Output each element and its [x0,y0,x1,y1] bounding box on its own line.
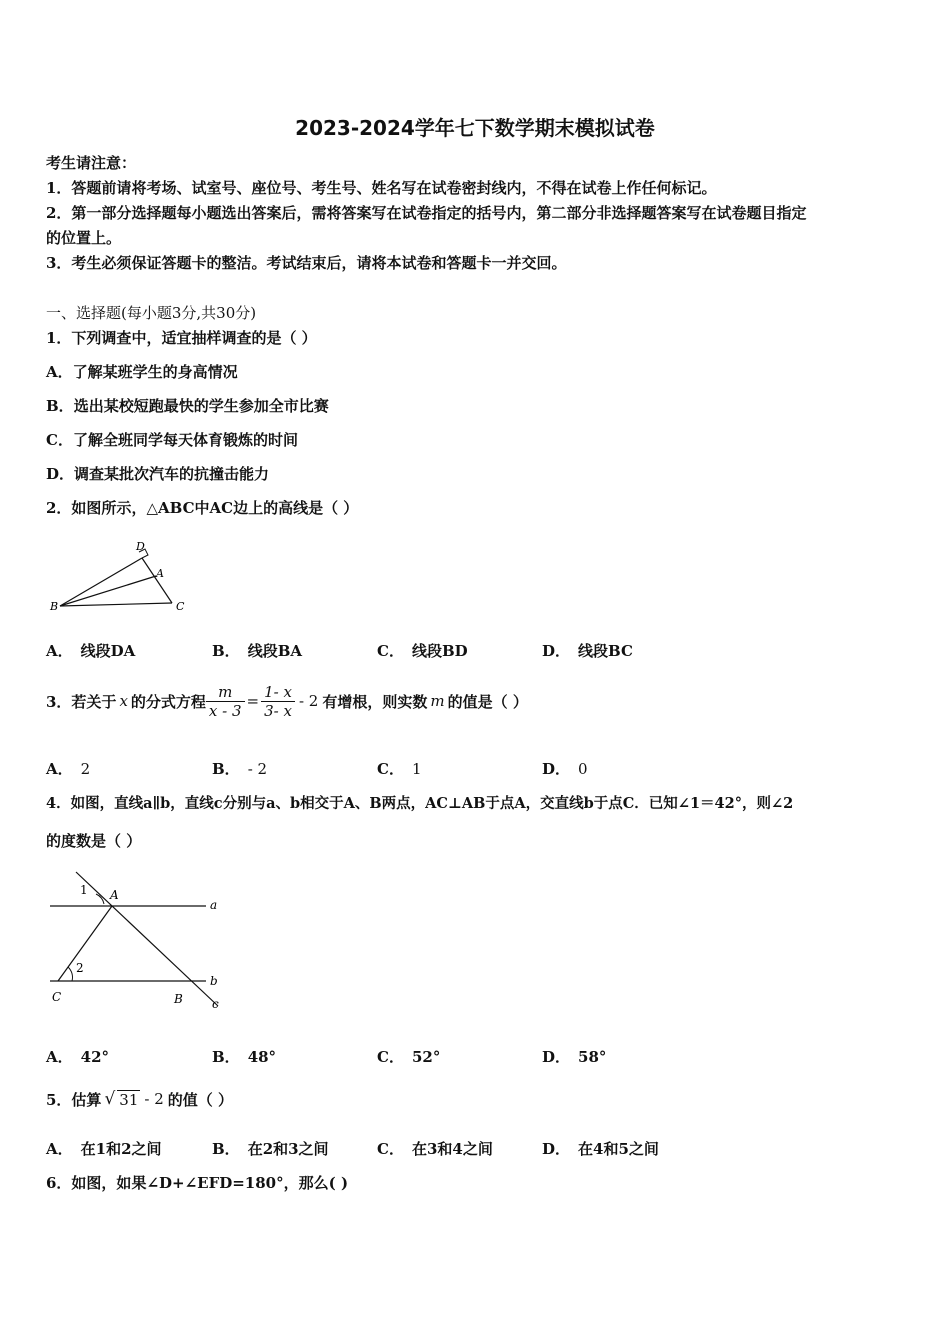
label-angle-2: 2 [76,961,84,975]
notice-item: 3．考生必须保证答题卡的整洁。考试结束后，请将本试卷和答题卡一并交回。 [46,254,567,272]
label-line-a: a [210,898,218,912]
q1-option-a: A．了解某班学生的身高情况 [46,363,238,381]
question-5-stem: 5．估算 √ 31 - 2 的值（ ） [46,1089,233,1109]
radical-sign-icon: √ [104,1089,116,1109]
q2-option-b: B． 线段BA [212,642,303,660]
question-6-stem: 6．如图，如果∠D+∠EFD=180°，那么( ) [46,1174,349,1192]
q5-option-c: C． 在3和4之间 [377,1140,493,1158]
label-line-c: c [212,997,219,1011]
q4-option-b: B． 48° [212,1048,277,1066]
q1-option-c: C．了解全班同学每天体育锻炼的时间 [46,431,298,449]
q3-option-b: B． - 2 [212,760,268,778]
label-c-point: C [52,990,62,1004]
page-title: 2023-2024学年七下数学期末模拟试卷 [295,116,655,140]
q1-option-d: D．调查某批次汽车的抗撞击能力 [46,465,270,483]
q1-option-b: B．选出某校短跑最快的学生参加全市比赛 [46,397,329,415]
question-2-stem: 2．如图所示，△ABC中AC边上的高线是（ ） [46,499,359,517]
question-1-stem: 1．下列调查中，适宜抽样调查的是（ ） [46,329,317,347]
label-c: C [176,600,185,613]
q2-option-c: C． 线段BD [377,642,468,660]
notice-heading: 考生请注意： [46,154,137,172]
q2-option-d: D． 线段BC [542,642,633,660]
q5-option-a: A． 在1和2之间 [46,1140,162,1158]
notice-item: 2．第一部分选择题每小题选出答案后，需将答案写在试卷指定的括号内，第二部分非选择题答案写在试卷题目指定 [46,204,807,222]
notice-item: 的位置上。 [46,229,122,247]
label-b-point: B [174,992,183,1006]
label-angle-1: 1 [80,883,88,897]
q4-option-a: A． 42° [46,1048,110,1066]
question-3-stem: 3．若关于 x 的分式方程 $\frac{m}{x - 3}$ = $\frac{1- x}{3- x}$ - 2 有增根，则实数 m 的值是（ ） [46,682,528,720]
fraction-m-over-x-minus-3: $\frac{m}{x - 3}$ [206,683,245,720]
label-a-point: A [110,888,119,902]
label-line-b: b [210,974,218,988]
label-a: A [156,567,164,580]
label-d: D [136,540,145,553]
q2-triangle-figure [46,536,196,616]
q2-option-a: A． 线段DA [46,642,136,660]
label-b: B [50,600,59,613]
q4-option-d: D． 58° [542,1048,607,1066]
q5-option-b: B． 在2和3之间 [212,1140,329,1158]
q4-option-c: C． 52° [377,1048,441,1066]
notice-item: 1．答题前请将考场、试室号、座位号、考生号、姓名写在试卷密封线内，不得在试卷上作任何标记。 [46,179,717,197]
q3-option-d: D． 0 [542,760,588,778]
question-4-stem-line2: 的度数是（ ） [46,832,142,850]
q4-parallel-lines-figure [46,866,236,1016]
q3-option-a: A． 2 [46,760,91,778]
q5-option-d: D． 在4和5之间 [542,1140,659,1158]
section-heading: 一、选择题(每小题3分,共30分) [46,304,257,322]
question-4-stem-line1: 4．如图，直线a∥b，直线c分别与a、b相交于A、B两点，AC⊥AB于点A，交直线b于点C．已知∠1＝42°，则∠2 [46,795,794,812]
fraction-1-minus-x-over-3-minus-x: $\frac{1- x}{3- x}$ [261,683,295,720]
q3-option-c: C． 1 [377,760,422,778]
